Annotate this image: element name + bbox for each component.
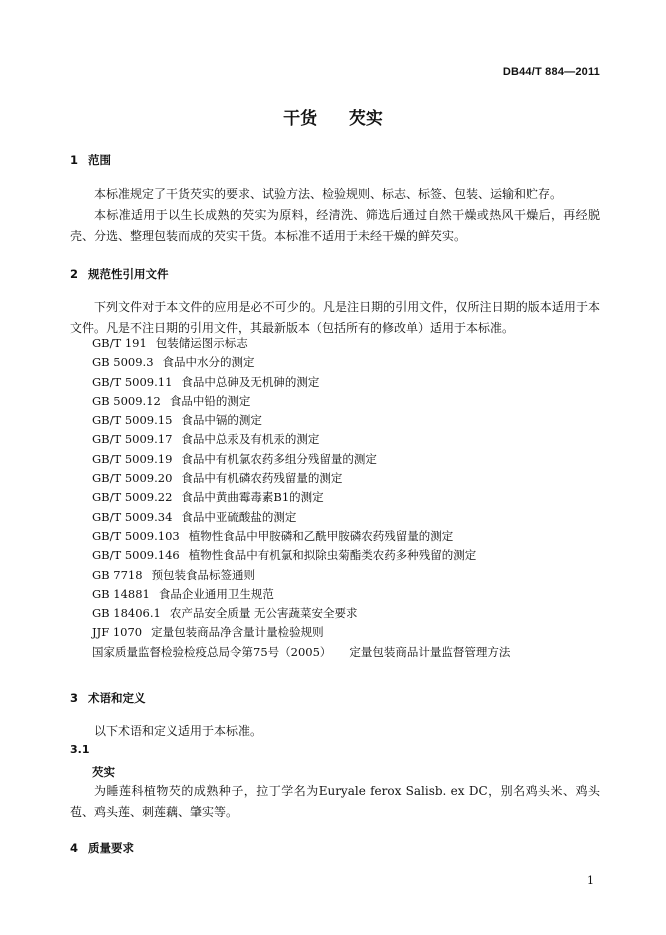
section-title: 术语和定义 bbox=[88, 691, 146, 705]
section-4-heading bbox=[70, 840, 134, 856]
reference-code: GB/T 5009.146 bbox=[92, 548, 180, 563]
scope-paragraph-1: 本标准规定了干货芡实的要求、试验方法、检验规则、标志、标签、包装、运输和贮存。 bbox=[94, 187, 563, 201]
reference-item bbox=[92, 450, 510, 469]
reference-title: 食品中有机氯农药多组分残留量的测定 bbox=[181, 451, 377, 466]
reference-title: 定量包装商品净含量计量检验规则 bbox=[151, 625, 324, 640]
reference-title: 植物性食品中有机氯和拟除虫菊酯类农药多种残留的测定 bbox=[188, 548, 477, 563]
reference-code: GB/T 5009.20 bbox=[92, 471, 173, 486]
reference-title: 食品中黄曲霉毒素B1的测定 bbox=[181, 490, 324, 505]
reference-title: 食品中有机磷农药残留量的测定 bbox=[181, 471, 343, 486]
definitions-intro: 以下术语和定义适用于本标准。 bbox=[94, 724, 263, 738]
section-number: 1 bbox=[70, 153, 79, 167]
reference-code: GB/T 5009.103 bbox=[92, 528, 180, 543]
reference-title: 食品企业通用卫生规范 bbox=[158, 586, 274, 601]
reference-item bbox=[92, 430, 510, 449]
reference-code: 国家质量监督检验检疫总局令第75号（2005） bbox=[92, 644, 332, 659]
definition-text: 为睡莲科植物芡的成熟种子，拉丁学名为Euryale ferox Salisb. ex DC，别名鸡头米、鸡头苞、鸡头莲、刺莲藕、肇实等。 bbox=[70, 784, 600, 819]
reference-item bbox=[92, 585, 510, 604]
section-title: 质量要求 bbox=[88, 841, 134, 855]
document-code: DB44/T 884—2011 bbox=[502, 66, 600, 78]
document-title: 干货 芡实 bbox=[283, 109, 383, 129]
section-3-heading bbox=[70, 690, 146, 706]
reference-item bbox=[92, 373, 510, 392]
reference-code: GB 18406.1 bbox=[92, 606, 161, 621]
section-number: 3 bbox=[70, 691, 79, 705]
reference-title: 食品中总砷及无机砷的测定 bbox=[181, 374, 320, 389]
reference-code: GB 7718 bbox=[92, 567, 143, 582]
reference-title: 预包装食品标签通则 bbox=[151, 567, 256, 582]
reference-item bbox=[92, 604, 510, 623]
reference-title: 食品中总汞及有机汞的测定 bbox=[181, 432, 320, 447]
definition-term: 芡实 bbox=[92, 765, 115, 779]
section-2-heading bbox=[70, 266, 169, 282]
reference-code: GB/T 5009.34 bbox=[92, 509, 173, 524]
reference-code: GB/T 5009.15 bbox=[92, 413, 173, 428]
reference-item bbox=[92, 527, 510, 546]
reference-item bbox=[92, 353, 510, 372]
section-title: 规范性引用文件 bbox=[88, 267, 169, 281]
reference-title: 食品中亚硫酸盐的测定 bbox=[181, 509, 297, 524]
reference-title: 食品中水分的测定 bbox=[162, 355, 255, 370]
reference-item bbox=[92, 411, 510, 430]
reference-item bbox=[92, 546, 510, 565]
reference-code: GB/T 5009.17 bbox=[92, 432, 173, 447]
reference-item bbox=[92, 469, 510, 488]
reference-item bbox=[92, 643, 510, 662]
reference-item bbox=[92, 508, 510, 527]
reference-item bbox=[92, 623, 510, 642]
reference-title: 包装储运图示标志 bbox=[155, 336, 248, 350]
section-number: 4 bbox=[70, 841, 79, 855]
section-1-heading bbox=[70, 152, 111, 168]
references-intro: 下列文件对于本文件的应用是必不可少的。凡是注日期的引用文件，仅所注日期的版本适用于本文件。凡是不注日期的引用文件，其最新版本（包括所有的修改单）适用于本标准。 bbox=[70, 300, 600, 335]
reference-code: GB/T 5009.19 bbox=[92, 451, 173, 466]
section-title: 范围 bbox=[88, 153, 111, 167]
reference-title: 食品中铅的测定 bbox=[169, 393, 251, 408]
reference-item bbox=[92, 392, 510, 411]
reference-code: GB 5009.3 bbox=[92, 355, 154, 370]
reference-title: 植物性食品中甲胺磷和乙酰甲胺磷农药残留量的测定 bbox=[188, 528, 454, 543]
reference-code: GB/T 5009.22 bbox=[92, 490, 173, 505]
reference-item bbox=[92, 488, 510, 507]
definition-number: 3.1 bbox=[70, 743, 90, 756]
reference-item bbox=[92, 566, 510, 585]
page-number: 1 bbox=[587, 874, 594, 887]
reference-item bbox=[92, 334, 510, 353]
reference-title: 食品中镉的测定 bbox=[181, 413, 262, 428]
reference-code: GB/T 5009.11 bbox=[92, 374, 173, 389]
reference-code: GB/T 191 bbox=[92, 336, 147, 350]
section-number: 2 bbox=[70, 267, 79, 281]
reference-code: JJF 1070 bbox=[92, 625, 143, 640]
reference-title: 定量包装商品计量监督管理方法 bbox=[349, 644, 511, 659]
reference-title: 农产品安全质量 无公害蔬菜安全要求 bbox=[169, 606, 358, 621]
reference-code: GB 5009.12 bbox=[92, 393, 161, 408]
scope-paragraph-2: 本标准适用于以生长成熟的芡实为原料，经清洗、筛选后通过自然干燥或热风干燥后，再经脱壳、分选、整理包装而成的芡实干货。本标准不适用于未经干燥的鲜芡实。 bbox=[70, 208, 600, 243]
reference-code: GB 14881 bbox=[92, 586, 150, 601]
reference-list bbox=[92, 334, 510, 662]
